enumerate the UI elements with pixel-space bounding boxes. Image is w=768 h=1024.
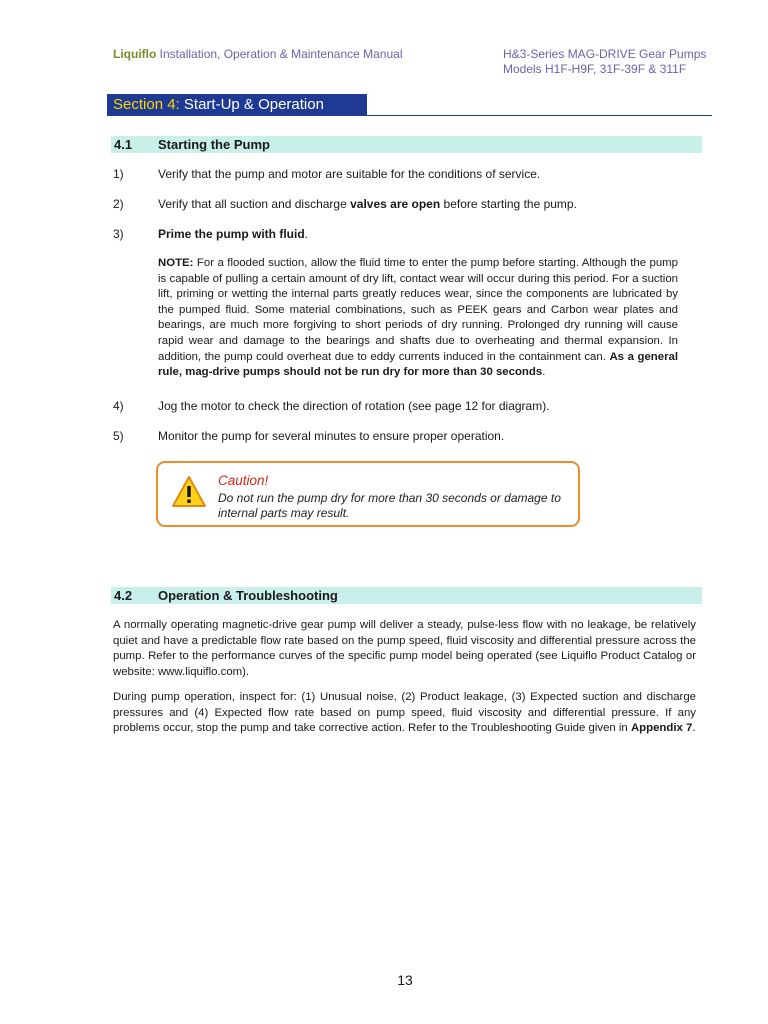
- header-manual-title: [113, 47, 402, 61]
- inspection-end: .: [692, 722, 696, 734]
- subsection-heading-4-2: [111, 587, 702, 604]
- step-number: 4): [113, 399, 124, 413]
- section-rule: [107, 115, 712, 116]
- step-number: 2): [113, 197, 124, 211]
- note-body: For a flooded suction, allow the fluid time to enter the pump before starting. Although the pump is capable of pulling a certain amount of dry lift, contact wear will occur during this period. For a suction lift, priming or wetting the internal parts greatly reduces wear, since the components are lubricated by the pumped fluid. Some material combinations, such as PEEK gears and Carbon wear plates and bearings, are much more forgiving to short periods of dry running. Prolonged dry running will cause rapid wear and damage to the bearings and shafts due to overheating and thermal expansion. In addition, the pump could overheat due to eddy currents induced in the containment can.: [158, 257, 678, 363]
- step-text-bold: valves are open: [350, 197, 441, 211]
- note-bold-end: As a general rule, mag-drive pumps should not be run dry for more than 30 seconds: [158, 350, 679, 379]
- subsection-title: Operation & Troubleshooting: [158, 588, 338, 603]
- note-end: .: [542, 366, 546, 379]
- header-models-line: Models H1F-H9F, 31F-39F & 311F: [503, 62, 687, 76]
- subsection-heading-4-1: [111, 136, 702, 153]
- header-manual-text: Installation, Operation & Maintenance Manual: [159, 47, 403, 61]
- caution-title: Caution!: [218, 473, 269, 488]
- subsection-title: Starting the Pump: [158, 137, 270, 152]
- step-text: Verify that the pump and motor are suitable for the conditions of service.: [158, 167, 541, 181]
- inspection-text: During pump operation, inspect for: (1) Unusual noise, (2) Product leakage, (3) Expected suction and discharge pressures and (4) Expected flow rate based on pump speed, fluid viscosity and differential pressure. If any problems occur, stop the pump and take corrective action. Refer to the Troubleshooting Guide given in: [113, 691, 696, 734]
- step-text-part: Verify that all suction and discharge: [158, 197, 351, 211]
- header-series-line: H&3-Series MAG-DRIVE Gear Pumps: [503, 47, 707, 61]
- step-number: 1): [113, 167, 124, 181]
- caution-box: [156, 461, 580, 527]
- note-paragraph: [158, 256, 678, 381]
- subsection-number: 4.2: [114, 588, 133, 603]
- warning-triangle-icon: [171, 475, 207, 509]
- step-text-part: before starting the pump.: [440, 197, 577, 211]
- step-number: 3): [113, 227, 124, 241]
- step-text-bold: Prime the pump with fluid: [158, 227, 305, 241]
- section-heading: [107, 94, 367, 116]
- caution-text: Do not run the pump dry for more than 30 seconds or damage to internal parts may result.: [218, 491, 561, 520]
- step-number: 5): [113, 429, 124, 443]
- step-text: [158, 227, 308, 241]
- header-brand: Liquiflo: [113, 47, 157, 61]
- note-label: NOTE:: [158, 257, 194, 269]
- step-text: Jog the motor to check the direction of rotation (see page 12 for diagram).: [158, 399, 550, 413]
- step-text: Monitor the pump for several minutes to ensure proper operation.: [158, 429, 505, 443]
- section-title: Start-Up & Operation: [183, 96, 324, 113]
- appendix-reference: Appendix 7: [630, 722, 693, 734]
- section-number: Section 4:: [113, 96, 180, 113]
- header-models: [503, 47, 706, 77]
- step-text-part: .: [304, 227, 309, 241]
- page-number: 13: [397, 972, 413, 988]
- step-text: [158, 197, 577, 211]
- inspection-paragraph: [113, 690, 696, 737]
- operation-paragraph: A normally operating magnetic-drive gear pump will deliver a steady, pulse-less flow with no leakage, be relatively quiet and have a predictable flow rate based on the pump speed, fluid viscosity and differential pressure across the pump. Refer to the performance curves of the specific pump model being operated (see Liquiflo Product Catalog or website: www.liquiflo.com).: [113, 619, 696, 678]
- subsection-number: 4.1: [114, 137, 133, 152]
